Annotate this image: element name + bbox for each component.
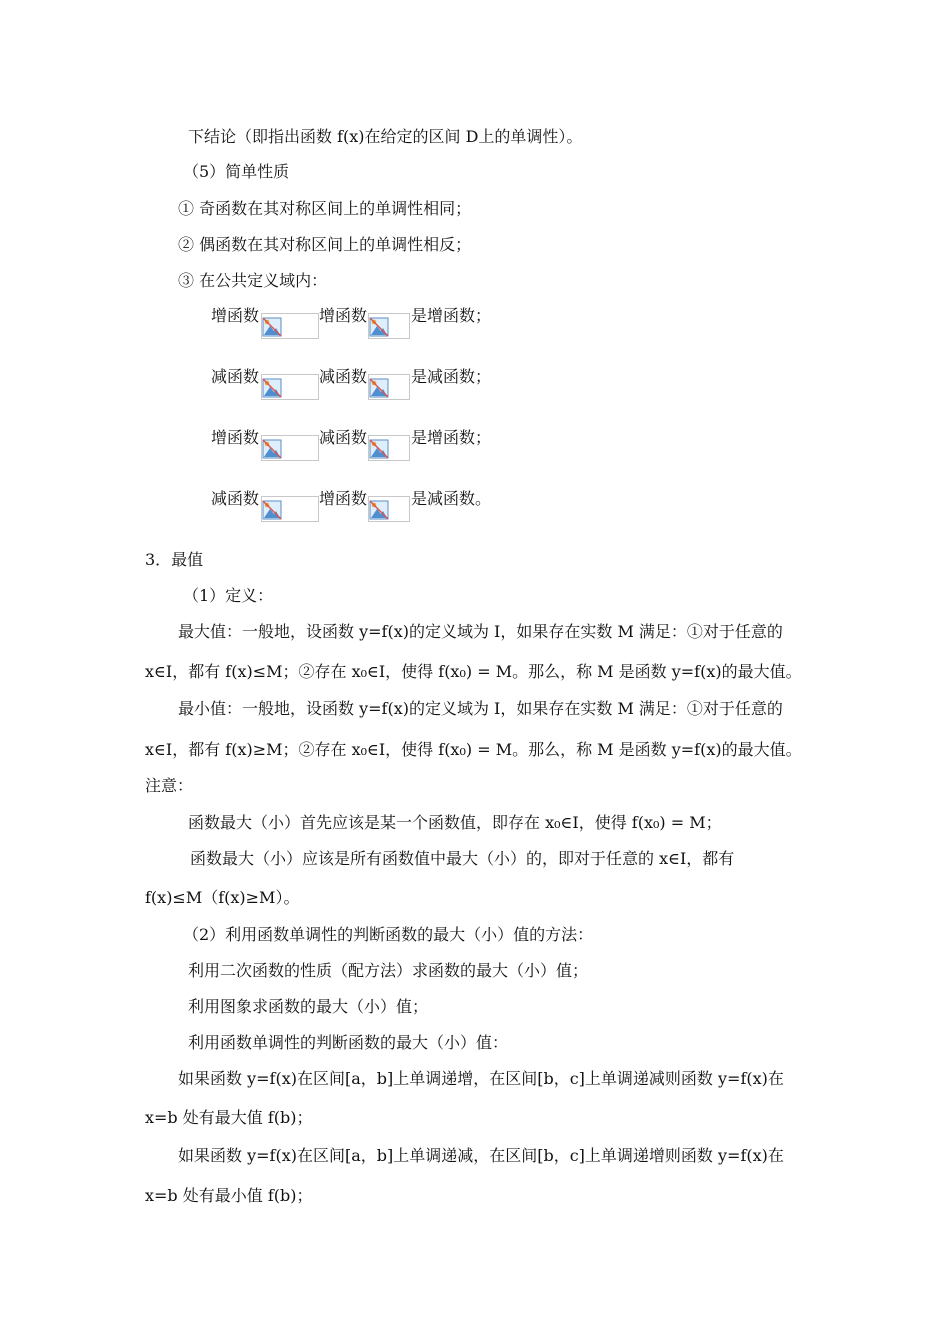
broken-image-icon [369, 378, 389, 398]
image-placeholder [261, 313, 319, 339]
property-even-function: ② 偶函数在其对称区间上的单调性相反； [178, 235, 472, 254]
min-definition-line2: x∈I，都有 f(x)≥M；②存在 x₀∈I，使得 f(x₀) = M。那么，称 M 是函数 y=f(x)的最大值。 [145, 740, 802, 759]
case-decreasing-line2: x=b 处有最小值 f(b)； [145, 1186, 313, 1205]
image-placeholder [261, 435, 319, 461]
section-heading: 3．最值 [145, 550, 204, 569]
case-increasing-line2: x=b 处有最大值 f(b)； [145, 1108, 313, 1127]
note-item-2-line2: f(x)≤M（f(x)≥M）。 [145, 888, 300, 907]
rule-operand-a: 增函数 [211, 428, 260, 447]
image-placeholder [261, 496, 319, 522]
image-placeholder [368, 313, 410, 339]
rule-operand-b: 增函数 [319, 489, 368, 508]
paragraph-conclusion: 下结论（即指出函数 f(x)在给定的区间 D上的单调性）。 [188, 127, 583, 146]
definition-label: （1）定义： [183, 586, 274, 605]
rule-result: 是增函数； [411, 428, 492, 447]
broken-image-icon [262, 439, 282, 459]
property-odd-function: ① 奇函数在其对称区间上的单调性相同； [178, 199, 472, 218]
rule-result: 是减函数。 [411, 489, 492, 508]
note-label: 注意： [145, 776, 194, 795]
min-definition-line1: 最小值：一般地，设函数 y=f(x)的定义域为 I，如果存在实数 M 满足：①对于任意的 [178, 699, 783, 718]
rule-operand-b: 减函数 [319, 428, 368, 447]
case-increasing-line1: 如果函数 y=f(x)在区间[a，b]上单调递增，在区间[b，c]上单调递减则函数 y=f(x)在 [178, 1069, 784, 1088]
note-item-2-line1: 函数最大（小）应该是所有函数值中最大（小）的，即对于任意的 x∈I，都有 [190, 849, 735, 868]
broken-image-icon [262, 500, 282, 520]
rule-operand-b: 减函数 [319, 367, 368, 386]
method-label: （2）利用函数单调性的判断函数的最大（小）值的方法： [183, 925, 594, 944]
image-placeholder [261, 374, 319, 400]
method-item-3: 利用函数单调性的判断函数的最大（小）值： [188, 1033, 509, 1052]
broken-image-icon [262, 317, 282, 337]
rule-operand-b: 增函数 [319, 306, 368, 325]
method-item-1: 利用二次函数的性质（配方法）求函数的最大（小）值； [188, 961, 589, 980]
max-definition-line1: 最大值：一般地，设函数 y=f(x)的定义域为 I，如果存在实数 M 满足：①对于任意的 [178, 622, 783, 641]
broken-image-icon [369, 500, 389, 520]
broken-image-icon [369, 439, 389, 459]
subheading-simple-properties: （5）简单性质 [183, 162, 290, 181]
image-placeholder [368, 435, 410, 461]
rule-operand-a: 减函数 [211, 489, 260, 508]
rule-result: 是增函数； [411, 306, 492, 325]
note-item-1: 函数最大（小）首先应该是某一个函数值，即存在 x₀∈I，使得 f(x₀) = M； [188, 813, 722, 832]
rule-operand-a: 减函数 [211, 367, 260, 386]
case-decreasing-line1: 如果函数 y=f(x)在区间[a，b]上单调递减，在区间[b，c]上单调递增则函数 y=f(x)在 [178, 1146, 784, 1165]
method-item-2: 利用图象求函数的最大（小）值； [188, 997, 429, 1016]
broken-image-icon [262, 378, 282, 398]
max-definition-line2: x∈I，都有 f(x)≤M；②存在 x₀∈I，使得 f(x₀) = M。那么，称 M 是函数 y=f(x)的最大值。 [145, 662, 802, 681]
broken-image-icon [369, 317, 389, 337]
rule-operand-a: 增函数 [211, 306, 260, 325]
image-placeholder [368, 374, 410, 400]
property-common-domain: ③ 在公共定义域内： [178, 271, 328, 290]
image-placeholder [368, 496, 410, 522]
rule-result: 是减函数； [411, 367, 492, 386]
